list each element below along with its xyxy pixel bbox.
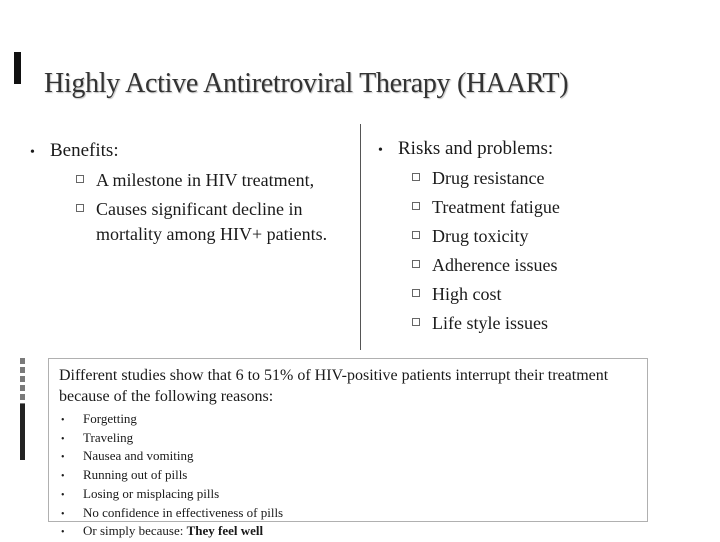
title-accent-bar <box>14 52 21 84</box>
bullet-icon: • <box>61 433 65 445</box>
bullet-icon: • <box>61 508 65 520</box>
studies-text-box <box>48 358 648 539</box>
benefits-heading: Benefits: <box>50 140 119 161</box>
benefits-column <box>30 138 350 251</box>
list-item: • Losing or misplacing pills <box>59 486 637 505</box>
column-divider <box>360 124 361 350</box>
bullet-icon: • <box>61 471 65 483</box>
list-item: • Traveling <box>59 430 637 449</box>
bullet-icon: • <box>61 415 65 426</box>
side-accent-dark <box>20 404 25 460</box>
list-item: • Forgetting <box>59 411 637 430</box>
bullet-icon: • <box>30 145 35 160</box>
slide-title: Highly Active Antiretroviral Therapy (HAART) <box>44 68 569 99</box>
bullet-icon: • <box>61 489 65 501</box>
list-item: A milestone in HIV treatment, <box>30 168 350 193</box>
list-item: • Nausea and vomiting <box>59 448 637 467</box>
benefits-heading-row <box>30 138 350 166</box>
bullet-icon: • <box>61 527 65 539</box>
square-bullet-icon <box>412 289 420 297</box>
square-bullet-icon <box>412 202 420 210</box>
square-bullet-icon <box>412 231 420 239</box>
square-bullet-icon <box>412 260 420 268</box>
list-item: Adherence issues <box>378 253 698 278</box>
list-item: • No confidence in effectiveness of pills <box>59 505 637 524</box>
reasons-list <box>59 411 637 542</box>
list-item: Causes significant decline in mortality among HIV+ patients. <box>30 197 350 247</box>
square-bullet-icon <box>76 204 84 212</box>
square-bullet-icon <box>76 175 84 183</box>
list-item: Treatment fatigue <box>378 195 698 220</box>
side-accent-gray <box>20 358 25 404</box>
list-item: Drug toxicity <box>378 224 698 249</box>
bullet-icon: • <box>61 452 65 464</box>
list-item: • Running out of pills <box>59 467 637 486</box>
risks-heading-row <box>378 136 698 164</box>
square-bullet-icon <box>412 318 420 326</box>
bullet-icon: • <box>378 143 383 158</box>
last-reason-prefix: Or simply because: <box>83 523 187 539</box>
risks-heading: Risks and problems: <box>398 138 554 159</box>
benefits-list <box>30 168 350 247</box>
risks-list <box>378 166 698 336</box>
risks-column <box>378 136 698 340</box>
studies-intro: Different studies show that 6 to 51% of HIV-positive patients interrupt their treatment because of the following reasons: <box>59 367 609 405</box>
last-reason-emphasis: They feel well <box>186 523 264 539</box>
list-item <box>59 523 637 542</box>
list-item: Drug resistance <box>378 166 698 191</box>
list-item: High cost <box>378 282 698 307</box>
square-bullet-icon <box>412 173 420 181</box>
list-item: Life style issues <box>378 311 698 336</box>
